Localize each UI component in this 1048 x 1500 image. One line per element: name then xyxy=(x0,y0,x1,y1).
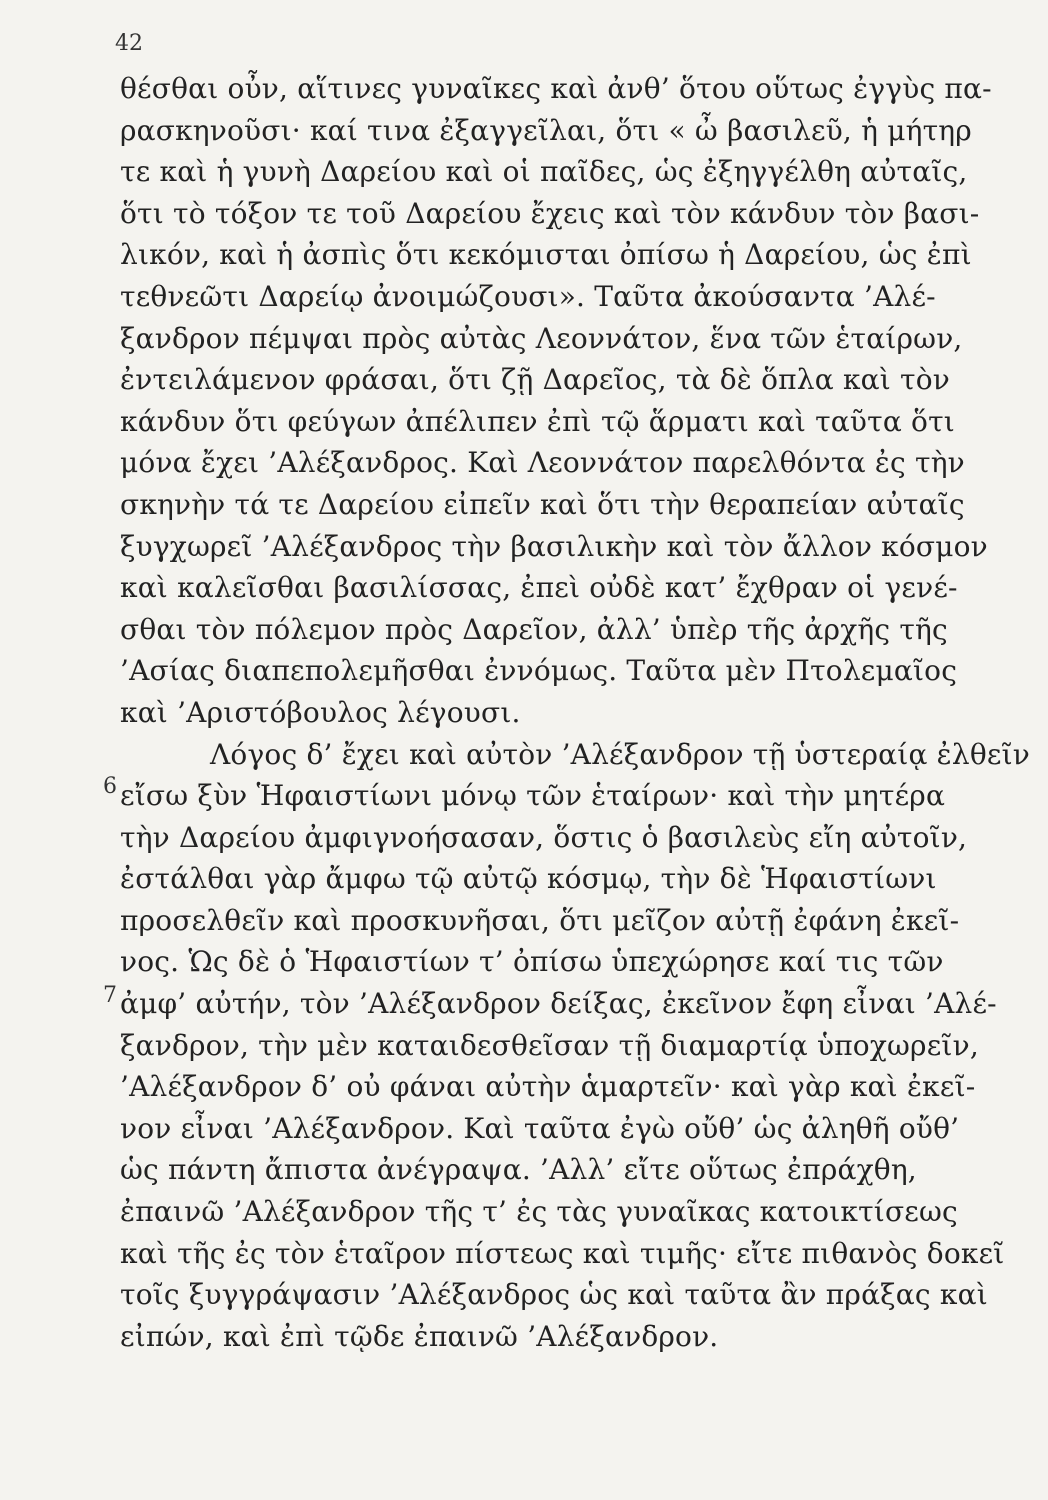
page-number: 42 xyxy=(115,31,143,56)
text-line: ὡς πάντη ἄπιστα ἀνέγραψα. ’Αλλ’ εἴτε οὕτως ἐπράχθη, xyxy=(120,1153,917,1187)
text-line: ξυγχωρεῖ ’Αλέξανδρος τὴν βασιλικὴν καὶ τὸν ἄλλον κόσμον xyxy=(120,529,988,563)
section-number: 7 xyxy=(103,983,117,1008)
text-line: καὶ τῆς ἐς τὸν ἑταῖρον πίστεως καὶ τιμῆς· εἴτε πιθανὸς δοκεῖ xyxy=(120,1236,1005,1270)
text-line: τὴν Δαρείου ἀμφιγνοήσασαν, ὅστις ὁ βασιλεὺς εἴη αὐτοῖν, xyxy=(120,820,968,854)
text-line: ἀμφ’ αὐτήν, τὸν ’Αλέξανδρον δείξας, ἐκεῖνον ἔφη εἶναι ’Αλέ- xyxy=(120,987,997,1021)
text-line: τε καὶ ἡ γυνὴ Δαρείου καὶ οἱ παῖδες, ὡς ἐξηγγέλθη αὐταῖς, xyxy=(120,155,968,189)
text-line: τοῖς ξυγγράψασιν ’Αλέξανδρος ὡς καὶ ταῦτα ἂν πράξας καὶ xyxy=(120,1278,988,1312)
text-line: εἴσω ξὺν Ἡφαιστίωνι μόνῳ τῶν ἑταίρων· καὶ τὴν μητέρα xyxy=(120,779,946,813)
section-number: 6 xyxy=(103,774,117,799)
text-line: ἐστάλθαι γὰρ ἄμφω τῷ αὐτῷ κόσμῳ, τὴν δὲ Ἡφαιστίωνι xyxy=(120,862,937,896)
text-line: ὅτι τὸ τόξον τε τοῦ Δαρείου ἔχεις καὶ τὸν κάνδυν τὸν βασι- xyxy=(120,196,980,230)
text-line: εἰπών, καὶ ἐπὶ τῷδε ἐπαινῶ ’Αλέξανδρον. xyxy=(120,1319,719,1353)
text-line: Λόγος δ’ ἔχει καὶ αὐτὸν ’Αλέξανδρον τῇ ὑστεραίᾳ ἐλθεῖν xyxy=(210,737,1030,771)
text-line: θέσθαι οὖν, αἵτινες γυναῖκες καὶ ἀνθ’ ὅτου οὕτως ἐγγὺς πα- xyxy=(120,72,992,105)
text-line: σθαι τὸν πόλεμον πρὸς Δαρεῖον, ἀλλ’ ὑπὲρ τῆς ἀρχῆς τῆς xyxy=(120,612,948,646)
body-text xyxy=(120,68,1030,1357)
text-line: ξανδρον πέμψαι πρὸς αὐτὰς Λεοννάτον, ἕνα τῶν ἑταίρων, xyxy=(120,321,963,355)
text-line: νος. Ὡς δὲ ὁ Ἡφαιστίων τ’ ὀπίσω ὑπεχώρησε καί τις τῶν xyxy=(120,945,944,979)
text-line: ’Ασίας διαπεπολεμῆσθαι ἐννόμως. Ταῦτα μὲν Πτολεμαῖος xyxy=(120,654,958,688)
text-line: νον εἶναι ’Αλέξανδρον. Καὶ ταῦτα ἐγὼ οὔθ’ ὡς ἀληθῆ οὔθ’ xyxy=(120,1111,960,1145)
text-line: κάνδυν ὅτι φεύγων ἀπέλιπεν ἐπὶ τῷ ἅρματι καὶ ταῦτα ὅτι xyxy=(120,404,955,438)
text-line: ἐπαινῶ ’Αλέξανδρον τῆς τ’ ἐς τὰς γυναῖκας κατοικτίσεως xyxy=(120,1195,958,1229)
text-line: μόνα ἔχει ’Αλέξανδρος. Καὶ Λεοννάτον παρελθόντα ἐς τὴν xyxy=(120,446,965,480)
text-line: ξανδρον, τὴν μὲν καταιδεσθεῖσαν τῇ διαμαρτίᾳ ὑποχωρεῖν, xyxy=(120,1028,979,1062)
text-line: ’Αλέξανδρον δ’ οὐ φάναι αὐτὴν ἁμαρτεῖν· καὶ γὰρ καὶ ἐκεῖ- xyxy=(120,1070,976,1104)
text-line: καὶ καλεῖσθαι βασιλίσσας, ἐπεὶ οὐδὲ κατ’ ἔχθραν οἱ γενέ- xyxy=(120,571,958,605)
text-line: προσελθεῖν καὶ προσκυνῆσαι, ὅτι μεῖζον αὐτῇ ἐφάνη ἐκεῖ- xyxy=(120,903,960,937)
text-line: τεθνεῶτι Δαρείῳ ἀνοιμώζουσι». Ταῦτα ἀκούσαντα ’Αλέ- xyxy=(120,279,936,313)
text-line: σκηνὴν τά τε Δαρείου εἰπεῖν καὶ ὅτι τὴν θεραπείαν αὐταῖς xyxy=(120,487,965,521)
text-line: ἐντειλάμενον φράσαι, ὅτι ζῇ Δαρεῖος, τὰ δὲ ὅπλα καὶ τὸν xyxy=(120,363,950,397)
text-line: λικόν, καὶ ἡ ἀσπὶς ὅτι κεκόμισται ὀπίσω ἡ Δαρείου, ὡς ἐπὶ xyxy=(120,238,972,272)
text-line: καὶ ’Αριστόβουλος λέγουσι. xyxy=(120,695,521,729)
text-line: ρασκηνοῦσι· καί τινα ἐξαγγεῖλαι, ὅτι « ὦ βασιλεῦ, ἡ μήτηρ xyxy=(120,113,972,147)
